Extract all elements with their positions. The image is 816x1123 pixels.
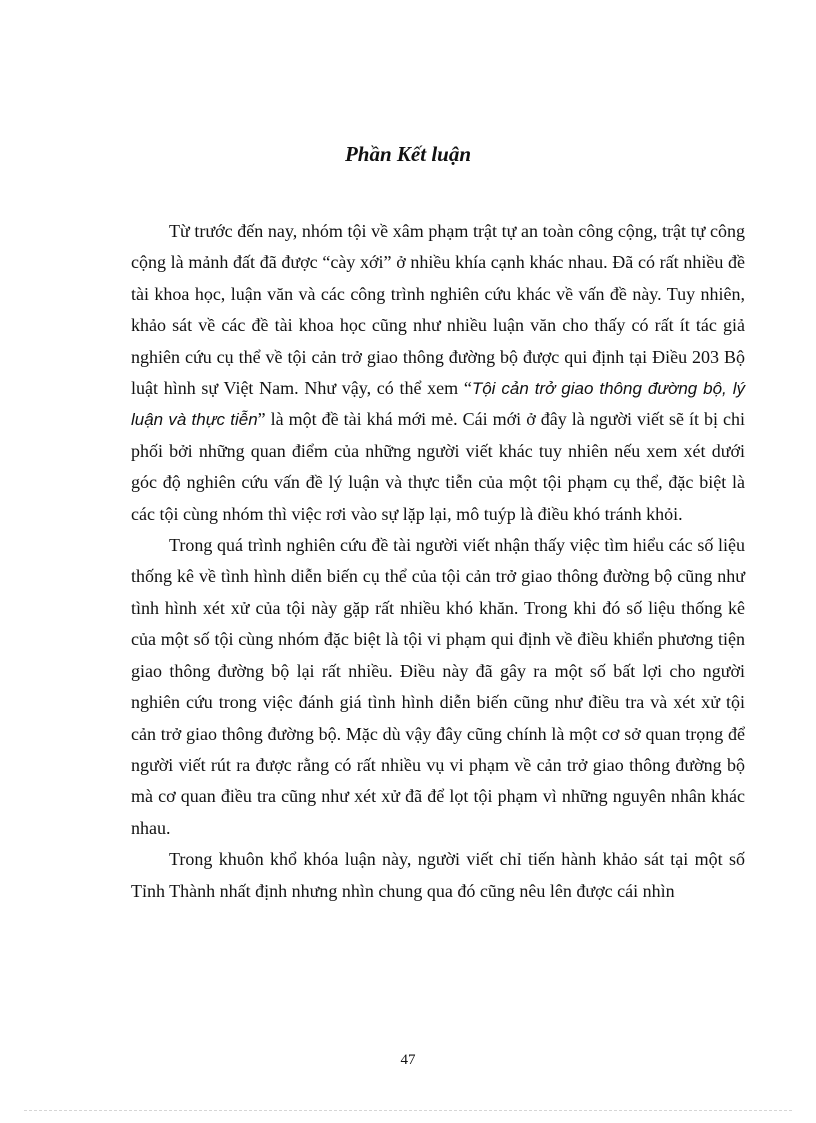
page-number: 47	[400, 1052, 416, 1068]
page-title: Phần Kết luận	[344, 142, 472, 166]
paragraph-1-text-start: Từ trước đến nay, nhóm tội về xâm phạm trật tự an toàn công cộng, trật tự công cộng là mảnh đất đã được “cày xới” ở nhiều khía cạnh khác nhau. Đã có rất nhiều đề tài khoa học, luận văn và các công trình nghiên cứu khác về vấn đề này. Tuy nhiên, khảo sát về các đề tài khoa học cũng như nhiều luận văn cho thấy có rất ít tác giả nghiên cứu cụ thể về tội cản trở giao thông đường bộ được qui định tại Điều 203 Bộ luật hình sự Việt Nam. Như vậy, có thể xem “	[131, 221, 745, 399]
paragraph-3: Trong khuôn khổ khóa luận này, người viết chỉ tiến hành khảo sát tại một số Tỉnh Thành nhất định nhưng nhìn chung qua đó cũng nêu lên được cái nhìn	[131, 849, 745, 901]
paragraph-1-text-end: ” là một đề tài khá mới mẻ. Cái mới ở đây là người viết sẽ ít bị chi phối bởi những quan điểm của những người viết khác tuy nhiên nếu xem xét dưới góc độ nghiên cứu vấn đề lý luận và thực tiễn của một tội phạm cụ thể, đặc biệt là các tội cùng nhóm thì việc rơi vào sự lặp lại, mô tuýp là điều khó tránh khỏi.	[131, 409, 745, 524]
paragraph-2: Trong quá trình nghiên cứu đề tài người viết nhận thấy việc tìm hiểu các số liệu thống kê về tình hình diễn biến cụ thể của tội cản trở giao thông đường bộ cũng như tình hình xét xử của tội này gặp rất nhiều khó khăn. Trong khi đó số liệu thống kê của một số tội cùng nhóm đặc biệt là tội vi phạm qui định về điều khiển phương tiện giao thông đường bộ lại rất nhiều. Điều này đã gây ra một số bất lợi cho người nghiên cứu trong việc đánh giá tình hình diễn biến cũng như điều tra và xét xử tội cản trở giao thông đường bộ. Mặc dù vậy đây cũng chính là một cơ sở quan trọng để người viết rút ra được rằng có rất nhiều vụ vi phạm về cản trở giao thông đường bộ mà cơ quan điều tra cũng như xét xử đã để lọt tội phạm vì những nguyên nhân khác nhau.	[131, 535, 745, 838]
quoted-thesis-title: Tội cản trở giao thông đường bộ, lý luận và thực tiễn	[131, 379, 745, 430]
page-bottom-divider	[24, 1110, 792, 1111]
body-text	[131, 216, 745, 907]
paragraph-1	[131, 216, 745, 530]
